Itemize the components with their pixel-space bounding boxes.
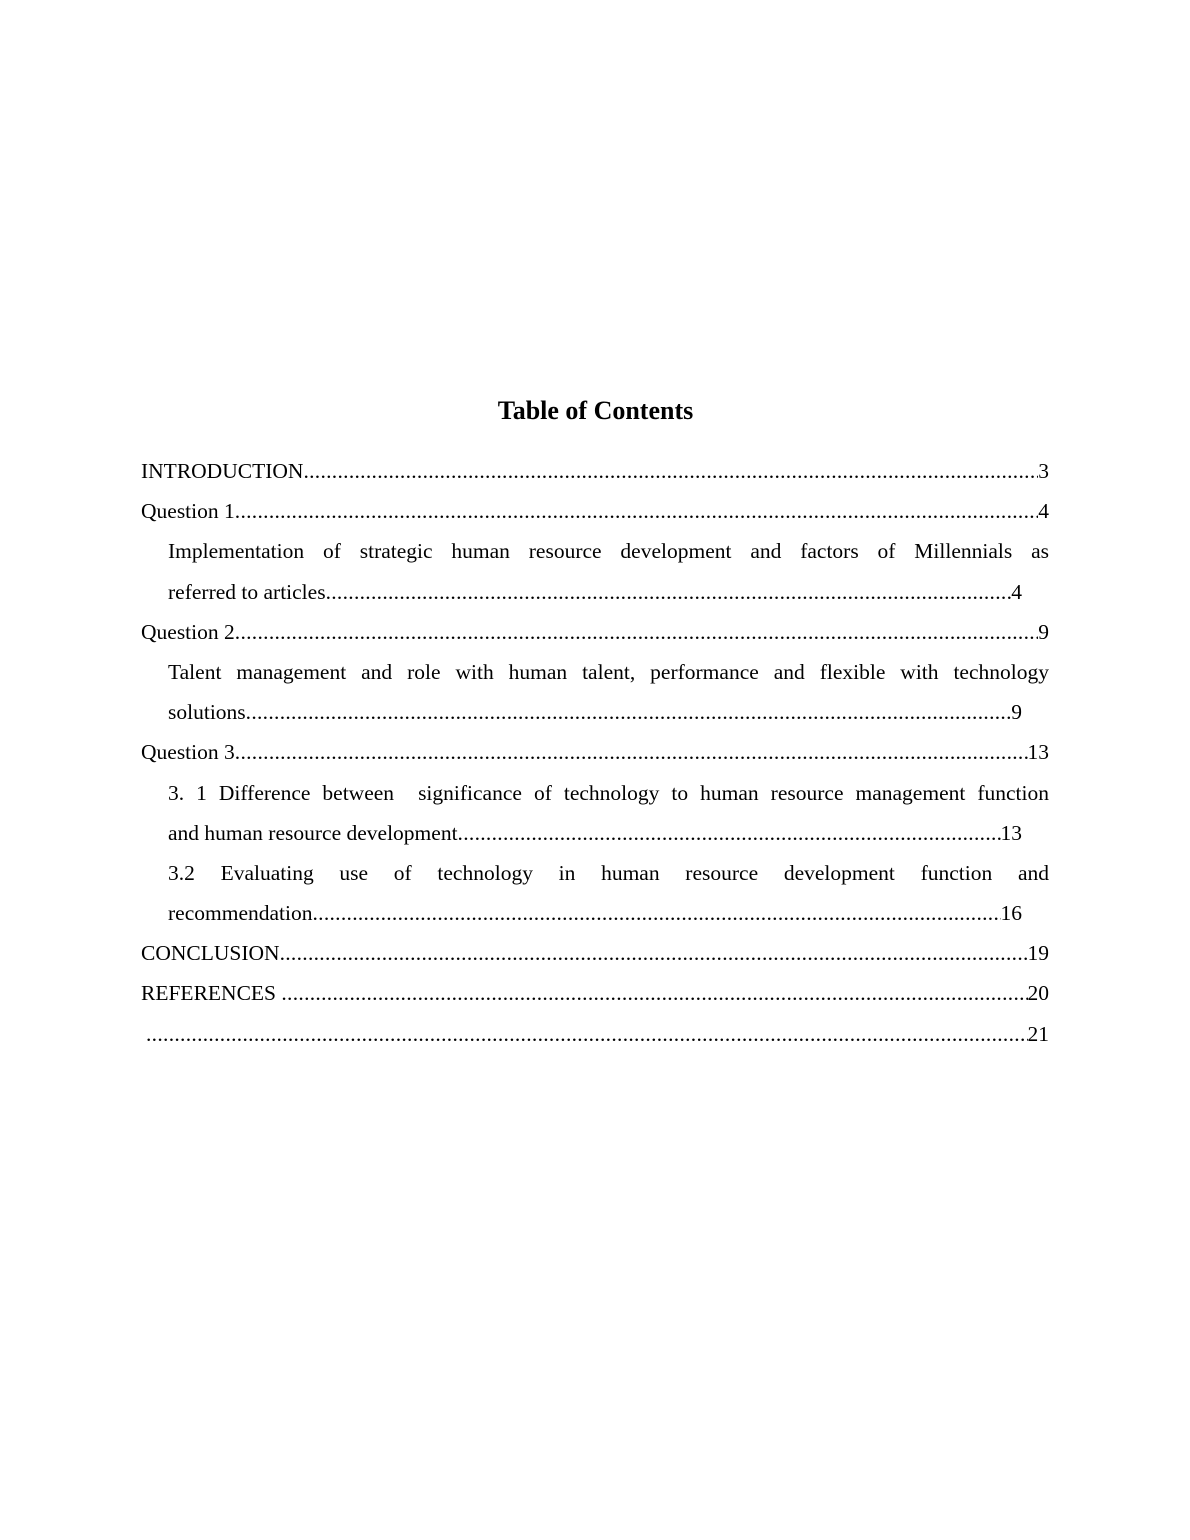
dot-leader <box>146 1014 1028 1054</box>
toc-entry-page: 4 <box>1011 579 1022 604</box>
toc-entry-label: Question 1 <box>141 499 235 524</box>
toc-entry-page: 13 <box>1000 820 1022 845</box>
toc-entry-label: INTRODUCTION <box>141 459 304 483</box>
dot-leader <box>280 933 1028 973</box>
toc-subentry-line-2: recommendation <box>168 901 313 926</box>
dot-leader <box>326 572 1012 612</box>
toc-subentry-3-2[interactable] <box>141 853 1049 933</box>
toc-subentry-line-1: 3. 1 Difference between significance of technology to human resource management function <box>168 780 1049 805</box>
toc-subentry-line-1: 3.2 Evaluating use of technology in human resource development function and <box>168 860 1049 885</box>
toc-entry-label: Question 3 <box>141 740 235 765</box>
toc-subentry-implementation[interactable] <box>141 531 1049 611</box>
toc-entry-label: REFERENCES <box>141 981 282 1006</box>
dot-leader <box>458 813 1001 853</box>
toc-entry-page: 19 <box>1027 941 1049 966</box>
toc-entry-page: 4 <box>1038 499 1049 524</box>
toc-entry-page: 21 <box>1027 1021 1049 1046</box>
toc-entry-page: 16 <box>1000 901 1022 926</box>
dot-leader <box>246 692 1012 732</box>
toc-entry-label: Question 2 <box>141 619 235 644</box>
toc-entry-page: 9 <box>1038 619 1049 644</box>
toc-title: Table of Contents <box>497 396 694 425</box>
dot-leader <box>235 491 1038 531</box>
toc-subentry-line-2: referred to articles <box>168 579 326 604</box>
toc-entry-question-2[interactable] <box>141 612 1049 652</box>
toc-subentry-line-2: and human resource development <box>168 820 458 845</box>
toc-subentry-3-1[interactable] <box>141 773 1049 853</box>
toc-entry-untitled[interactable] <box>141 1014 1049 1054</box>
toc-entry-question-3[interactable] <box>141 732 1049 772</box>
toc-subentry-line-2: solutions <box>168 700 246 725</box>
dot-leader <box>303 451 1038 491</box>
toc-entry-page: 3 <box>1038 459 1049 483</box>
toc-entry-page: 20 <box>1027 981 1049 1006</box>
toc-entry-introduction[interactable] <box>141 451 1049 491</box>
toc-entry-references[interactable] <box>141 973 1049 1013</box>
toc-entry-page: 9 <box>1011 700 1022 725</box>
dot-leader <box>235 732 1028 772</box>
toc-entry-label: CONCLUSION <box>141 941 280 966</box>
table-of-contents <box>141 393 1049 1054</box>
toc-subentry-talent-management[interactable] <box>141 652 1049 732</box>
toc-subentry-line-1: Talent management and role with human talent, performance and flexible with technology <box>168 659 1049 684</box>
toc-entry-question-1[interactable] <box>141 491 1049 531</box>
dot-leader <box>235 612 1038 652</box>
dot-leader <box>312 893 1000 933</box>
dot-leader <box>281 973 1027 1013</box>
toc-entry-page: 13 <box>1027 740 1049 765</box>
toc-entry-conclusion[interactable] <box>141 933 1049 973</box>
toc-subentry-line-1: Implementation of strategic human resource development and factors of Millennials as <box>168 539 1049 564</box>
